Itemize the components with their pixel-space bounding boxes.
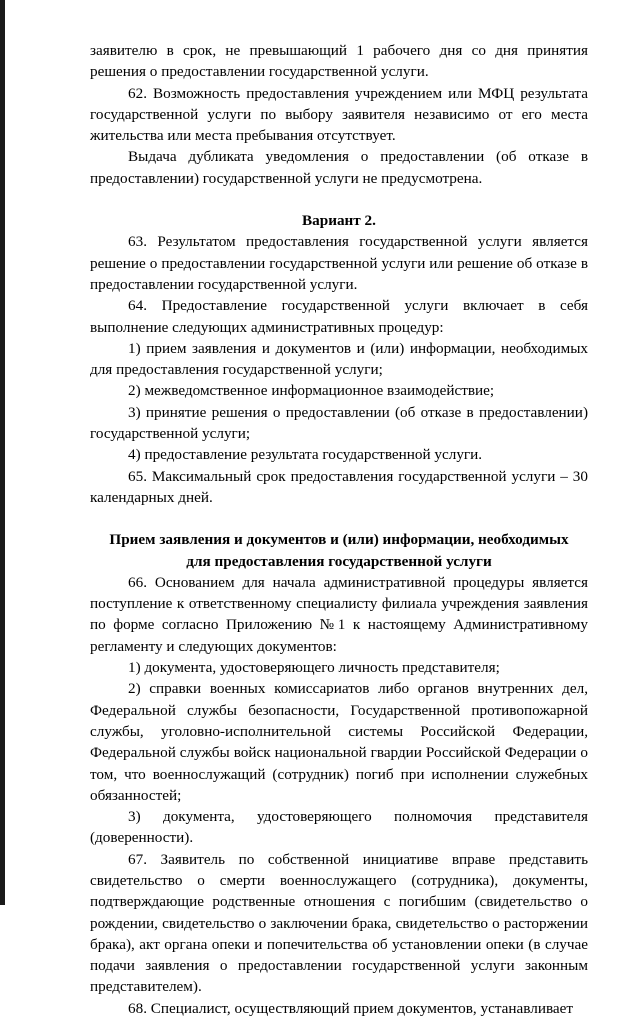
- list-item-66-2: 2) справки военных комиссариатов либо органов внутренних дел, Федеральной службы безопасности, Государственной противопожарной службы, уголовно-исполнительной системы Российской Федерации, Федеральной службы войск национальной гвардии Российской Федерации о том, что военнослужащий (сотрудник) погиб при исполнении служебных обязанностей;: [90, 680, 588, 804]
- paragraph-64: 64. Предоставление государственной услуги включает в себя выполнение следующих административных процедур:: [90, 297, 588, 336]
- paragraph-66: 66. Основанием для начала административной процедуры является поступление к ответственному специалисту филиала учреждения заявления по форме согласно Приложению №1 к настоящему Административному регламенту и следующих документов:: [90, 573, 588, 655]
- section-heading-line1: Прием заявления и документов и (или) информации, необходимых: [109, 531, 569, 549]
- list-item-64-1: 1) прием заявления и документов и (или) информации, необходимых для предоставления государственной услуги;: [90, 339, 588, 379]
- section-heading-line2: для предоставления государственной услуги: [186, 552, 492, 570]
- paragraph-duplicate: Выдача дубликата уведомления о предоставлении (об отказе в предоставлении) государственной услуги не предусмотрена.: [90, 148, 588, 187]
- paragraph-67: 67. Заявитель по собственной инициативе вправе представить свидетельство о смерти военнослужащего (сотрудника), документы, подтверждающие родственные отношения с погибшим (свидетельство о рождении, свидетельство о заключении брака, свидетельство о расторжении брака), акт органа опеки и попечительства об установлении опеки (в случае подачи заявления о предоставлении государственной услуги законным представителем).: [90, 850, 588, 996]
- spacer: [90, 189, 588, 210]
- list-item-64-3: 3) принятие решения о предоставлении (об отказе в предоставлении) государственной услуги;: [90, 403, 588, 443]
- paragraph-62: 62. Возможность предоставления учреждением или МФЦ результата государственной услуги по выбору заявителя независимо от его места жительства или места пребывания отсутствует.: [90, 84, 588, 145]
- paragraph-63: 63. Результатом предоставления государственной услуги является решение о предоставлении государственной услуги или решение об отказе в предоставлении государственной услуги.: [90, 233, 588, 293]
- section-heading: [90, 529, 588, 572]
- list-item-66-1: 1) документа, удостоверяющего личность представителя;: [128, 659, 500, 677]
- scan-left-edge: [0, 0, 5, 905]
- list-item-64-2: 2) межведомственное информационное взаимодействие;: [128, 382, 495, 400]
- list-item-64-4: 4) предоставление результата государственной услуги.: [128, 446, 483, 464]
- paragraph-65: 65. Максимальный срок предоставления государственной услуги – 30 календарных дней.: [90, 467, 588, 506]
- paragraph-68: 68. Специалист, осуществляющий прием документов, устанавливает: [128, 999, 574, 1017]
- variant-heading: Вариант 2.: [302, 212, 376, 230]
- list-item-66-3: 3) документа, удостоверяющего полномочия представителя (доверенности).: [90, 808, 588, 847]
- document-body: [90, 40, 588, 1019]
- paragraph-continuation: заявителю в срок, не превышающий 1 рабочего дня со дня принятия решения о предоставлении государственной услуги.: [90, 42, 588, 81]
- spacer: [90, 508, 588, 529]
